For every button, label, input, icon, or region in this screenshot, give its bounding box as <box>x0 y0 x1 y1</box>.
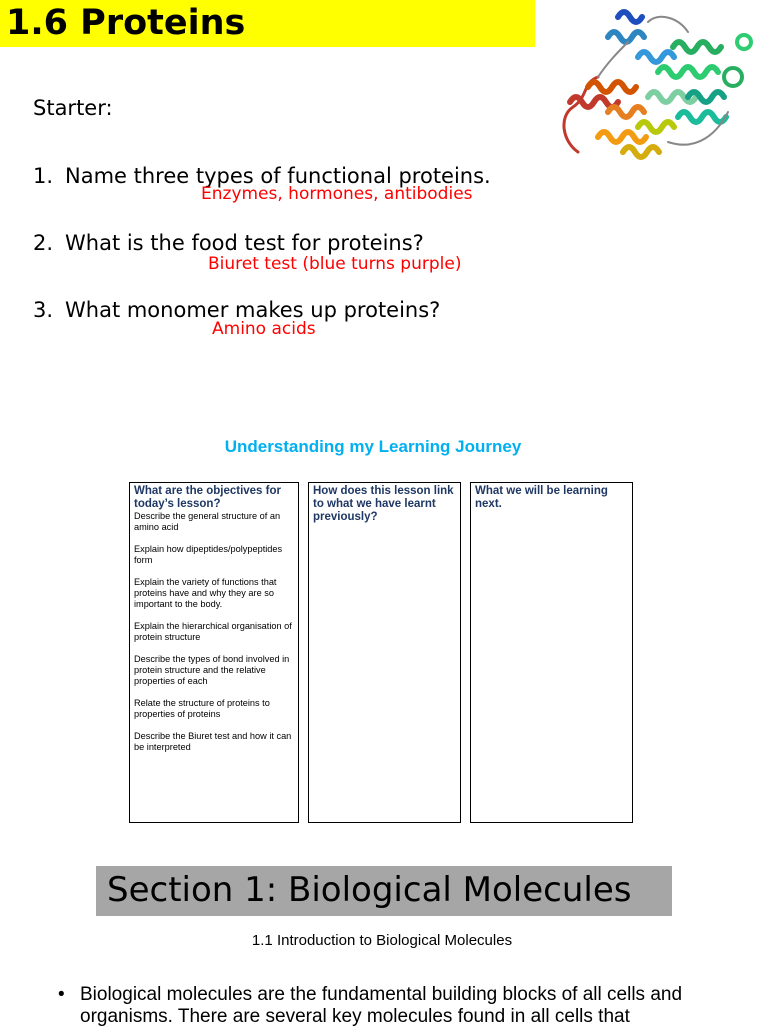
title-banner <box>0 0 535 47</box>
question-number: 1. <box>33 164 54 188</box>
question-2 <box>33 230 424 256</box>
question-text: Name three types of functional proteins. <box>65 164 491 188</box>
answer-2: Biuret test (blue turns purple) <box>208 254 462 274</box>
section-subtitle: 1.1 Introduction to Biological Molecules <box>251 932 513 949</box>
question-number: 3. <box>33 298 54 322</box>
bullet-marker: • <box>58 984 65 1005</box>
objective-item: Relate the structure of proteins to properties of proteins <box>134 698 270 719</box>
previous-learning-box <box>308 482 461 823</box>
learning-journey-title: Understanding my Learning Journey <box>224 437 522 456</box>
objective-item: Describe the Biuret test and how it can be interpreted <box>134 731 292 752</box>
bullet-text: Biological molecules are the fundamental building blocks of all cells and organisms. There are several key molecules found in all cells that <box>80 984 683 1027</box>
objective-item: Describe the general structure of an amino acid <box>134 511 281 532</box>
answer-1: Enzymes, hormones, antibodies <box>201 184 473 204</box>
next-learning-box <box>470 482 633 823</box>
starter-label: Starter: <box>33 96 113 120</box>
question-text: What monomer makes up proteins? <box>65 298 441 322</box>
objective-item: Explain how dipeptides/polypeptides form <box>134 544 283 565</box>
next-learning-heading: What we will be learning next. <box>475 485 608 510</box>
objectives-heading: What are the objectives for today’s lesson? <box>134 485 281 510</box>
objective-item: Describe the types of bond involved in protein structure and the relative properties of each <box>134 654 290 686</box>
question-text: What is the food test for proteins? <box>65 231 424 255</box>
protein-ribbon-image <box>548 2 758 172</box>
question-number: 2. <box>33 231 54 255</box>
section-banner <box>96 866 672 916</box>
section-title: Section 1: Biological Molecules <box>107 870 632 910</box>
previous-learning-heading: How does this lesson link to what we have learnt previously? <box>313 485 454 523</box>
objectives-box <box>129 482 299 823</box>
answer-3: Amino acids <box>212 319 316 339</box>
objectives-list <box>134 511 294 753</box>
page-title: 1.6 Proteins <box>6 3 246 43</box>
objective-item: Explain the variety of functions that proteins have and why they are so important to the body. <box>134 577 277 609</box>
objective-item: Explain the hierarchical organisation of protein structure <box>134 621 292 642</box>
